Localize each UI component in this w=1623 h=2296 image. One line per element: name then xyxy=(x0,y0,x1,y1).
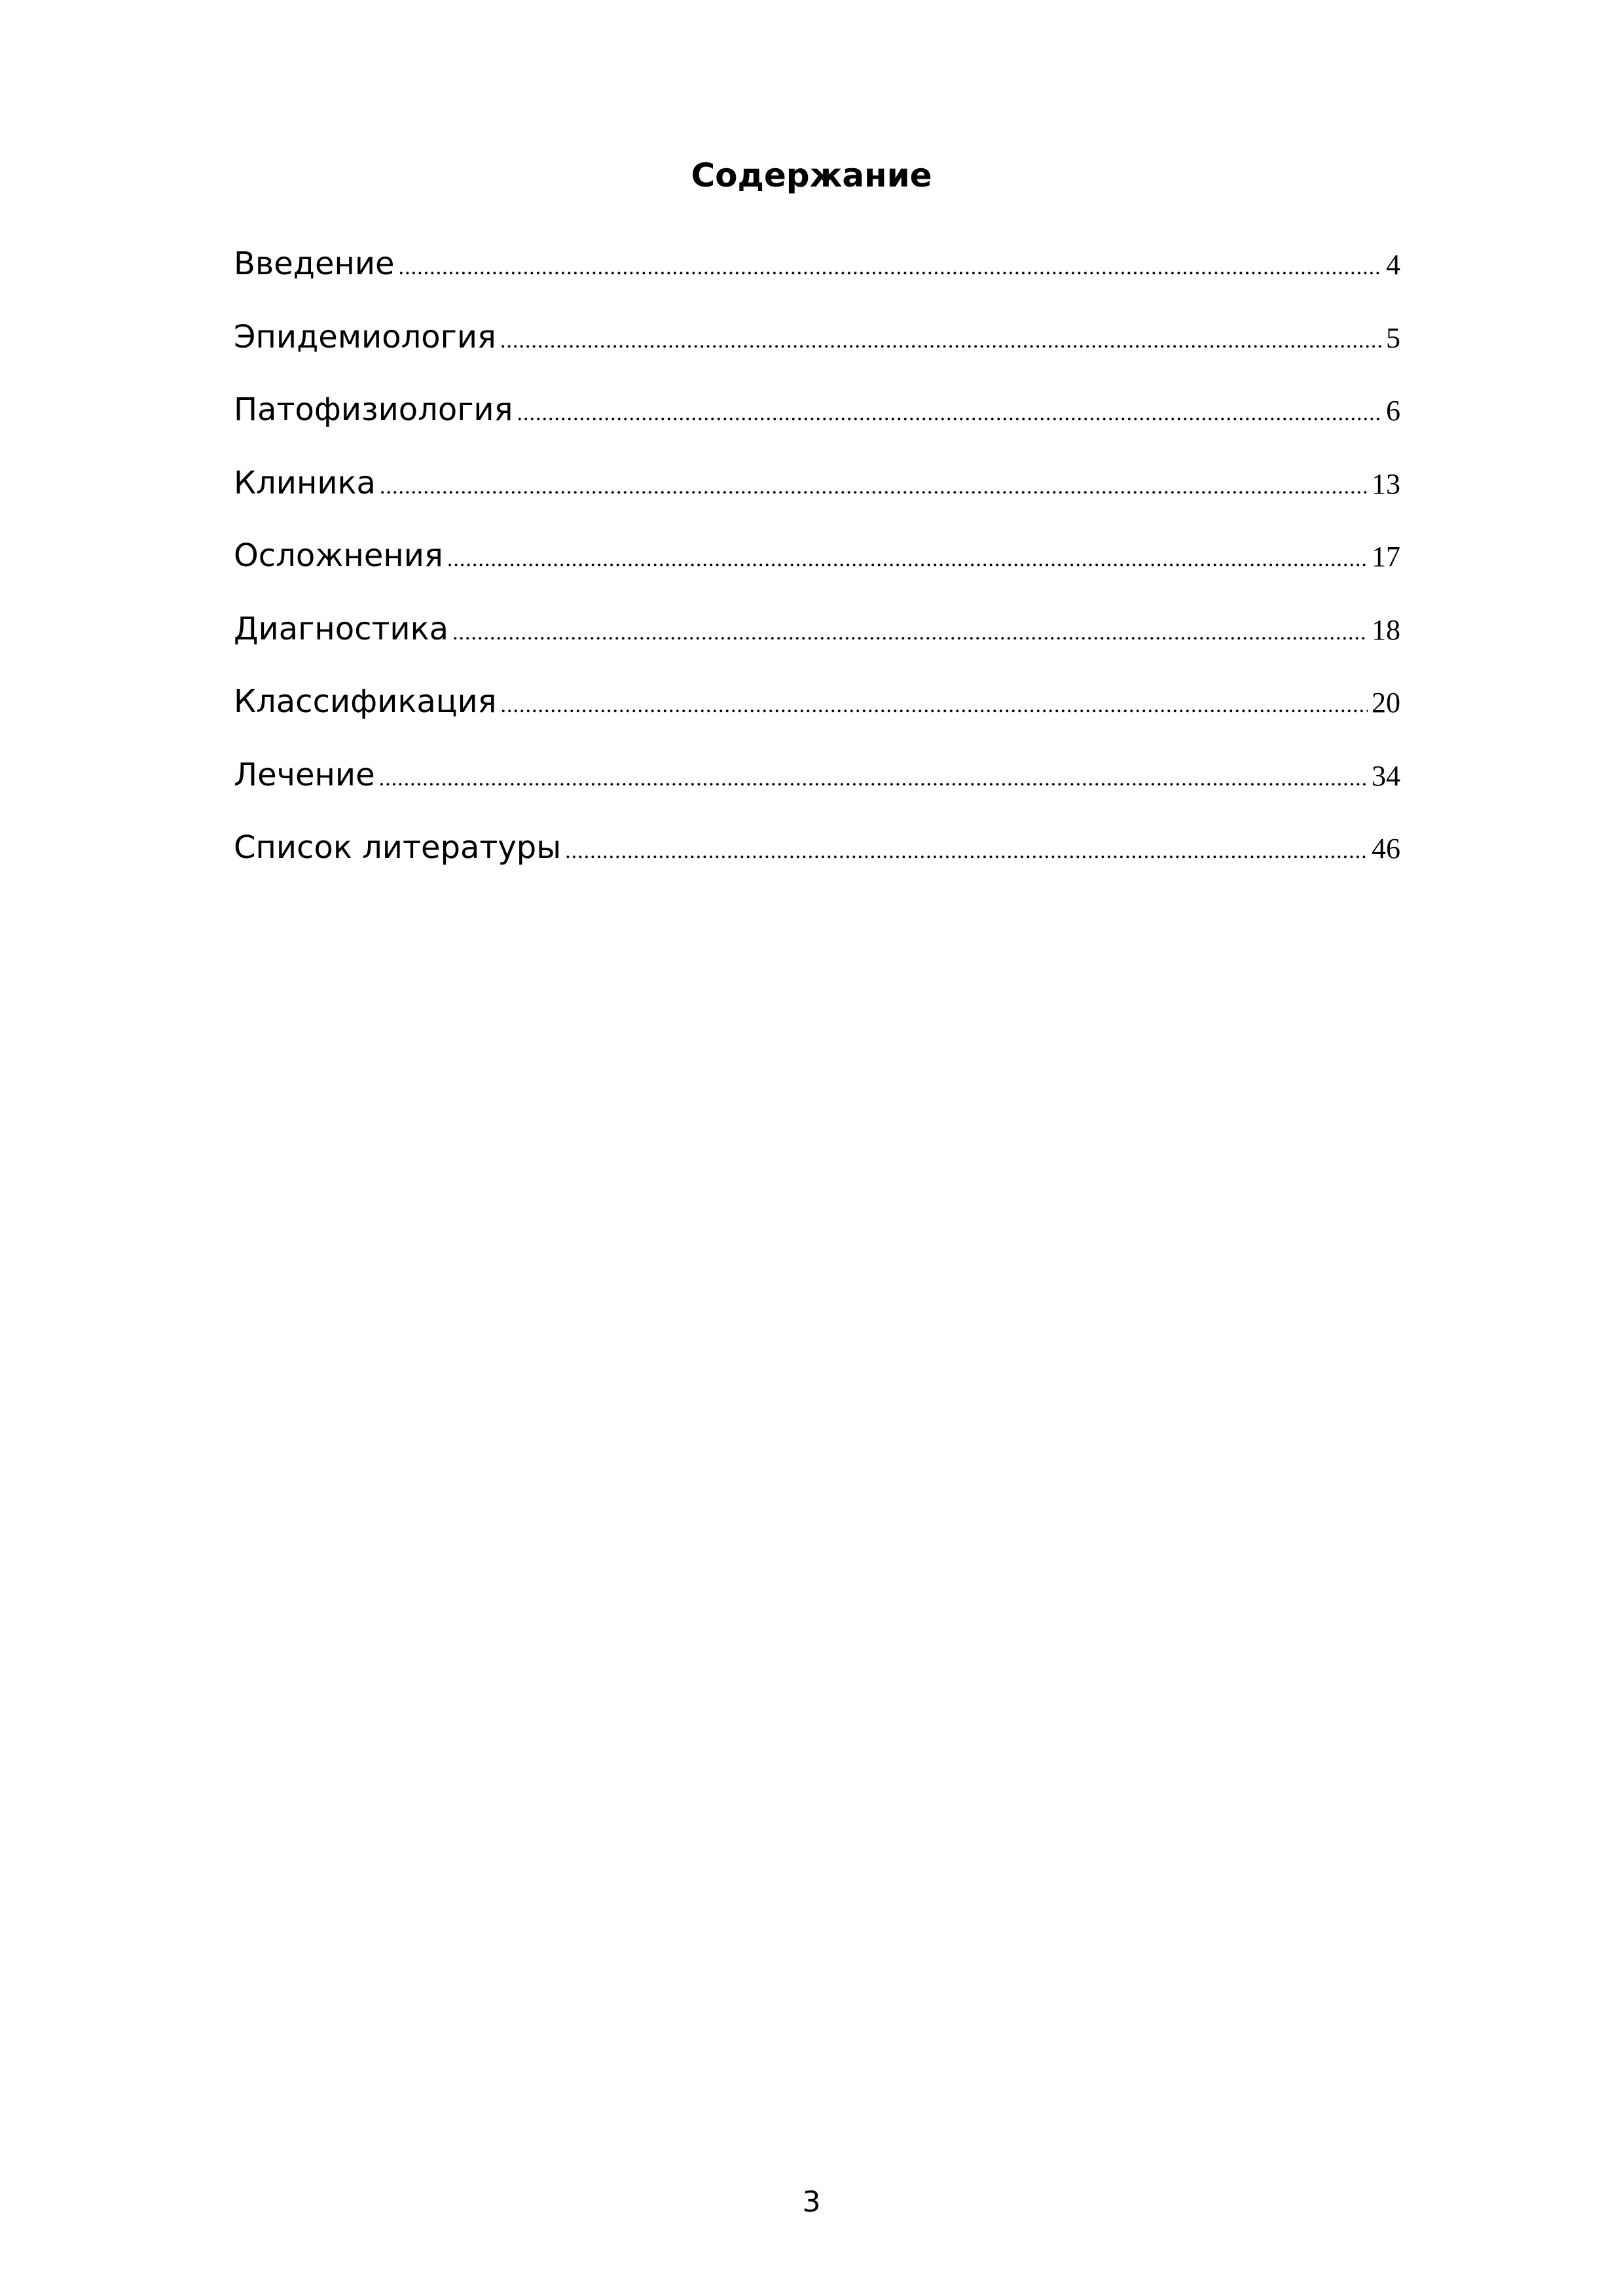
toc-entry-label: Патофизиология xyxy=(234,391,513,428)
toc-entry-page: 6 xyxy=(1386,395,1400,427)
toc-entry-introduction[interactable] xyxy=(234,241,1400,314)
toc-entry-classification[interactable] xyxy=(234,679,1400,752)
toc-entry-diagnostics[interactable] xyxy=(234,606,1400,679)
toc-entry-complications[interactable] xyxy=(234,533,1400,606)
toc-dot-leader xyxy=(447,537,1368,583)
toc-entry-label: Осложнения xyxy=(234,537,443,574)
toc-entry-page: 17 xyxy=(1372,541,1400,573)
toc-dot-leader xyxy=(565,829,1368,874)
toc-entry-label: Введение xyxy=(234,245,395,282)
toc-dot-leader xyxy=(399,245,1382,291)
toc-entry-pathophysiology[interactable] xyxy=(234,387,1400,460)
toc-entry-page: 46 xyxy=(1372,833,1400,865)
table-of-contents xyxy=(234,241,1400,898)
toc-entry-page: 20 xyxy=(1372,687,1400,719)
toc-entry-treatment[interactable] xyxy=(234,752,1400,825)
toc-dot-leader xyxy=(380,464,1368,510)
toc-entry-page: 13 xyxy=(1372,467,1400,500)
toc-entry-label: Лечение xyxy=(234,756,375,793)
toc-entry-epidemiology[interactable] xyxy=(234,314,1400,387)
toc-entry-page: 34 xyxy=(1372,759,1400,792)
toc-title: Содержание xyxy=(691,156,932,194)
toc-entry-label: Классификация xyxy=(234,683,497,720)
toc-entry-page: 5 xyxy=(1386,321,1400,354)
page-number: 3 xyxy=(802,2185,821,2219)
toc-entry-page: 4 xyxy=(1386,249,1400,281)
toc-dot-leader xyxy=(501,683,1368,728)
toc-entry-label: Список литературы xyxy=(234,829,562,866)
toc-entry-references[interactable] xyxy=(234,825,1400,898)
toc-entry-label: Клиника xyxy=(234,464,376,501)
toc-dot-leader xyxy=(500,318,1382,364)
toc-entry-label: Эпидемиология xyxy=(234,318,496,355)
toc-dot-leader xyxy=(379,756,1368,802)
toc-entry-page: 18 xyxy=(1372,613,1400,646)
toc-dot-leader xyxy=(517,391,1383,437)
toc-dot-leader xyxy=(452,610,1368,656)
toc-entry-label: Диагностика xyxy=(234,610,449,647)
toc-entry-clinic[interactable] xyxy=(234,460,1400,533)
